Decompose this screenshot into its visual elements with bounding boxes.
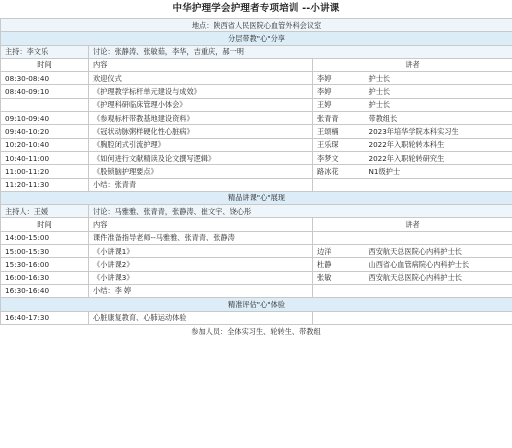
participants-footer: 参加人员：全体实习生、轮转生、带教组 <box>191 326 321 336</box>
location-text: 地点：陕西省人民医院心血管外科会议室 <box>1 19 512 32</box>
section2-title-row <box>1 191 512 204</box>
section1-title: 分层带教"心"分享 <box>1 32 512 45</box>
row-time: 16:30-16:40 <box>1 284 89 297</box>
row-time: 16:40-17:30 <box>1 311 89 324</box>
row-speaker-title: 西安航天总医院心内科护士长 <box>365 245 512 258</box>
table-row <box>1 85 512 98</box>
row-speaker-name: 杜静 <box>313 258 365 271</box>
row-time: 15:30-16:00 <box>1 258 89 271</box>
row-speaker-title: 山西省心血管病院心内科护士长 <box>365 258 512 271</box>
table-row <box>1 231 512 244</box>
row-speaker-title: 2023年培华学院本科实习生 <box>365 125 512 138</box>
row-content: 《如何进行文献精读及论文撰写逻辑》 <box>89 151 313 164</box>
row-time: 10:20-10:40 <box>1 138 89 151</box>
row-speaker-title: 西安航天总医院心内科护士长 <box>365 271 512 284</box>
row-time <box>1 98 89 111</box>
row-speaker-title <box>365 311 512 324</box>
row-content: 小结：张青青 <box>89 178 313 191</box>
header-content: 内容 <box>89 58 313 71</box>
row-speaker-name: 李婷 <box>313 72 365 85</box>
section3-title-row <box>1 298 512 311</box>
row-content: 欢迎仪式 <box>89 72 313 85</box>
row-time: 10:40-11:00 <box>1 151 89 164</box>
row-content: 小结：李 婷 <box>89 284 313 297</box>
table-row <box>1 165 512 178</box>
row-speaker-title <box>365 231 512 244</box>
row-content: 《小讲课1》 <box>89 245 313 258</box>
table-row <box>1 125 512 138</box>
row-time: 11:00-11:20 <box>1 165 89 178</box>
header-time: 时间 <box>1 58 89 71</box>
header-speaker: 讲者 <box>313 58 512 71</box>
header-speaker: 讲者 <box>313 218 512 231</box>
section1-host-row <box>1 45 512 58</box>
row-content: 心脏康复教育、心肺运动体验 <box>89 311 313 324</box>
row-speaker-title: 带教组长 <box>365 112 512 125</box>
section2-title: 精品讲课"心"展现 <box>1 191 512 204</box>
section2-header-row <box>1 218 512 231</box>
row-time: 15:00-15:30 <box>1 245 89 258</box>
row-speaker-name <box>313 231 365 244</box>
table-row <box>1 112 512 125</box>
row-speaker-name: 边洋 <box>313 245 365 258</box>
table-row <box>1 138 512 151</box>
location-row <box>1 19 512 32</box>
row-speaker-name: 王颂楠 <box>313 125 365 138</box>
row-content: 《护理教学标杆单元建设与成效》 <box>89 85 313 98</box>
table-row <box>1 245 512 258</box>
row-speaker-name: 路冰花 <box>313 165 365 178</box>
section1-host: 主持：李文乐 <box>1 45 89 58</box>
table-row <box>1 98 512 111</box>
row-content: 《小讲课3》 <box>89 271 313 284</box>
row-time: 16:00-16:30 <box>1 271 89 284</box>
row-speaker-title: 2022年入职轮转研究生 <box>365 151 512 164</box>
row-speaker-title: N1级护士 <box>365 165 512 178</box>
row-time: 08:30-08:40 <box>1 72 89 85</box>
row-speaker-name <box>313 311 365 324</box>
section2-discussion: 讨论：马雅雅、张青青，张静涛、崔文宇、饶心彤 <box>89 205 512 218</box>
row-content: 《股锁脑护理要点》 <box>89 165 313 178</box>
table-row <box>1 178 512 191</box>
table-row <box>1 151 512 164</box>
table-row <box>1 311 512 324</box>
row-speaker-name: 张敏 <box>313 271 365 284</box>
row-time: 08:40-09:10 <box>1 85 89 98</box>
row-speaker-title <box>365 284 512 297</box>
schedule-body <box>1 19 512 325</box>
row-time: 14:00-15:00 <box>1 231 89 244</box>
header-content: 内容 <box>89 218 313 231</box>
row-content: 《小讲课2》 <box>89 258 313 271</box>
row-speaker-title: 2022年入职轮转本科生 <box>365 138 512 151</box>
section3-title: 精准评估"心"体验 <box>1 298 512 311</box>
row-speaker-name: 张青青 <box>313 112 365 125</box>
page-title: 中华护理学会护理者专项培训 --小讲课 <box>172 3 340 15</box>
section1-discussion: 讨论：张静涛、张敏茹，李华，吉重庆，郝一明 <box>89 45 512 58</box>
table-row <box>1 271 512 284</box>
section1-header-row <box>1 58 512 71</box>
row-speaker-name: 王乐琛 <box>313 138 365 151</box>
row-time: 09:10-09:40 <box>1 112 89 125</box>
row-content: 《胸腔闭式引流护理》 <box>89 138 313 151</box>
row-content: 《参观标杆带教基地建设资料》 <box>89 112 313 125</box>
row-speaker-name <box>313 178 365 191</box>
row-content: 《冠状动脉粥样硬化性心脏病》 <box>89 125 313 138</box>
schedule-table <box>0 18 512 325</box>
row-speaker-title: 护士长 <box>365 85 512 98</box>
row-content: 《护理科研临床管理小体会》 <box>89 98 313 111</box>
section2-host-row <box>1 205 512 218</box>
row-speaker-title <box>365 178 512 191</box>
row-time: 09:40-10:20 <box>1 125 89 138</box>
row-content: 课件准备指导老师--马雅雅、张青青、张静涛 <box>89 231 313 244</box>
section2-host: 主持人：王媛 <box>1 205 89 218</box>
row-speaker-title: 护士长 <box>365 98 512 111</box>
row-speaker-name: 王婷 <box>313 98 365 111</box>
section1-title-row <box>1 32 512 45</box>
row-time: 11:20-11:30 <box>1 178 89 191</box>
table-row <box>1 72 512 85</box>
row-speaker-name: 李梦文 <box>313 151 365 164</box>
row-speaker-name: 李婷 <box>313 85 365 98</box>
table-row <box>1 284 512 297</box>
table-row <box>1 258 512 271</box>
header-time: 时间 <box>1 218 89 231</box>
row-speaker-title: 护士长 <box>365 72 512 85</box>
row-speaker-name <box>313 284 365 297</box>
